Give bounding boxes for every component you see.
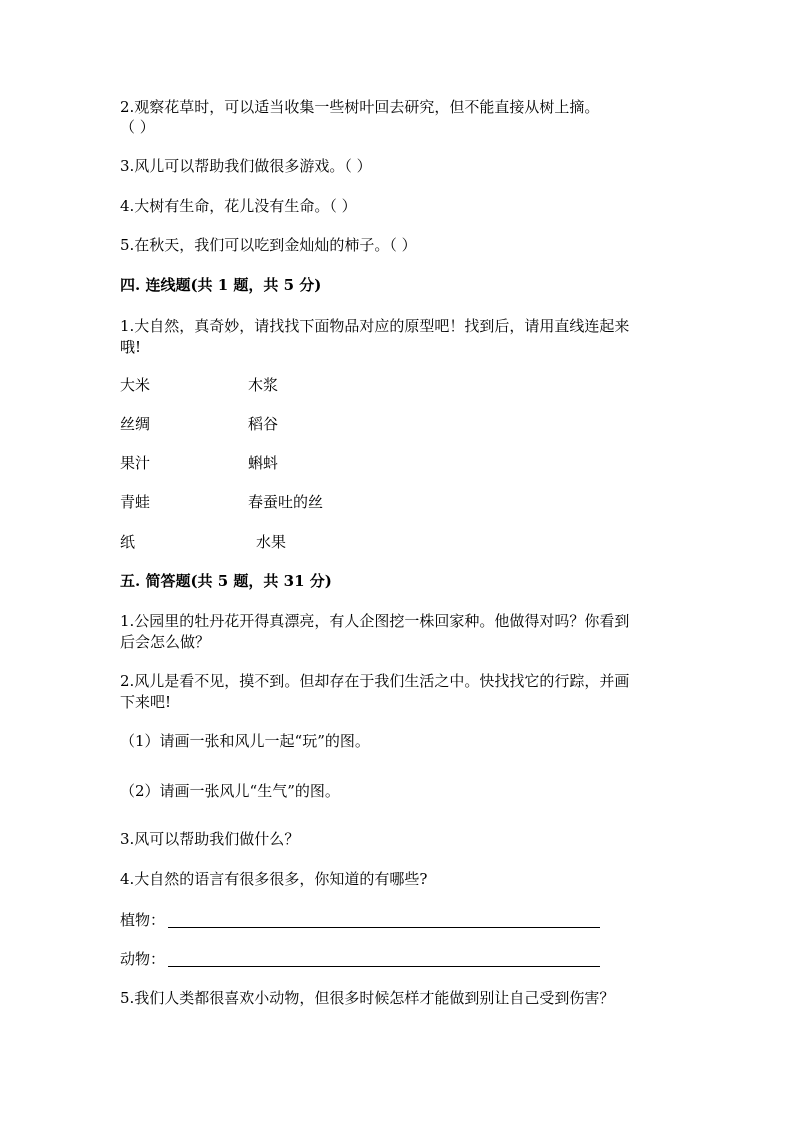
s5-q2-sub2: （2）请画一张风儿“生气”的图。: [120, 782, 340, 800]
match-left-item: 丝绸: [120, 415, 151, 433]
match-right-item: 稻谷: [248, 415, 279, 433]
s5-q2-sub1: （1）请画一张和风儿一起“玩”的图。: [120, 732, 370, 750]
s5-q4-animal-label: 动物：: [120, 950, 166, 968]
s5-q5: 5.我们人类都很喜欢小动物，但很多时候怎样才能做到别让自己受到伤害？: [120, 989, 615, 1007]
s5-q1-line1: 1.公园里的牡丹花开得真漂亮，有人企图挖一株回家种。他做得对吗？你看到: [120, 612, 630, 630]
s4-q1-line1: 1.大自然，真奇妙，请找找下面物品对应的原型吧！找到后，请用直线连起来: [120, 317, 630, 335]
s5-q2-line2: 下来吧!: [120, 693, 172, 711]
s5-q4: 4.大自然的语言有很多很多，你知道的有哪些?: [120, 870, 428, 888]
judge-q2-answer-blank: （ ）: [120, 118, 155, 136]
s5-q2-line1: 2.风儿是看不见，摸不到。但却存在于我们生活之中。快找找它的行踪，并画: [120, 672, 630, 690]
plant-answer-line[interactable]: [168, 927, 600, 928]
match-right-item: 蝌蚪: [248, 454, 279, 472]
s5-q1-line2: 后会怎么做？: [120, 633, 211, 651]
match-left-item: 青蛙: [120, 493, 151, 511]
match-right-item: 春蚕吐的丝: [248, 493, 324, 511]
match-right-item: 木浆: [248, 376, 279, 394]
judge-q5: 5.在秋天，我们可以吃到金灿灿的柿子。（ ）: [120, 236, 417, 254]
match-left-item: 纸: [120, 533, 136, 551]
section5-heading: 五. 简答题(共 5 题，共 31 分): [120, 572, 332, 590]
judge-q2-line1: 2.观察花草时，可以适当收集一些树叶回去研究，但不能直接从树上摘。: [120, 98, 600, 116]
judge-q3: 3.风儿可以帮助我们做很多游戏。（ ）: [120, 157, 372, 175]
section4-heading: 四. 连线题(共 1 题，共 5 分): [120, 276, 322, 294]
animal-answer-line[interactable]: [168, 966, 600, 967]
s5-q3: 3.风可以帮助我们做什么？: [120, 830, 300, 848]
judge-q4: 4.大树有生命，花儿没有生命。（ ）: [120, 197, 357, 215]
s5-q4-plant-label: 植物：: [120, 911, 166, 929]
match-right-item: 水果: [256, 533, 287, 551]
s4-q1-line2: 哦!: [120, 338, 142, 356]
match-left-item: 果汁: [120, 454, 151, 472]
match-left-item: 大米: [120, 376, 151, 394]
